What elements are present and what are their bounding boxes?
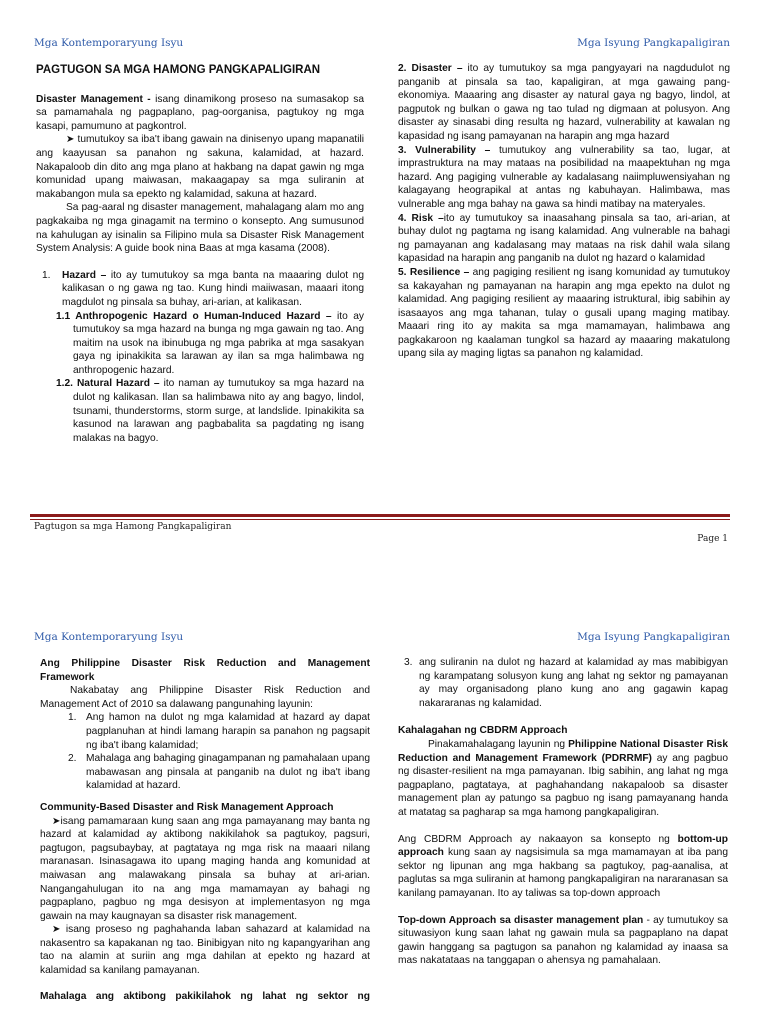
page1-footer-left: Pagtugon sa mga Hamong Pangkapaligiran [34, 522, 232, 532]
page-title: PAGTUGON SA MGA HAMONG PANGKAPALIGIRAN [36, 64, 321, 76]
goal1-num: 1. [68, 712, 77, 724]
sector-heading: Mahalaga ang aktibong pakikilahok ng lahat ng sektor ng [40, 990, 370, 1002]
vuln-text: tumutukoy ang vulnerability sa tao, lugar, at imprastruktura na may mataas na posibilidad na maapektuhan ng mga hazard. Ang pagiging vulnerable ay kadalasang naiimpluwensiyahan ng kalagayang heograpikal at antas ng kabuhayan. Halimbawa, mas vulnerable ang mga bahay na gawa sa hindi matibay na materyales. [398, 144, 730, 210]
footer-rule-thick [30, 514, 730, 517]
page1-header-left: Mga Kontemporaryung Isyu [34, 37, 184, 49]
h12-term: 1.2. Natural Hazard – [56, 378, 160, 390]
goal2-num: 2. [68, 753, 77, 765]
res-term: 5. Resilience – [398, 266, 470, 278]
anthropogenic-hazard [56, 310, 364, 378]
page-number: Page 1 [697, 534, 728, 544]
page1-left-column [36, 64, 364, 445]
bu-post: kung saan ay nagsisimula sa mga mamamayan at iba pang sektor ng lipunan ang mga hakbang sa pagtukoy, pag-aanalisa, at paglutas sa mga suliranin at hamong pangkapaligiran na nararanasan sa kanilang pamayanan. Ito ay taliwas sa top-down approach [398, 847, 728, 899]
footer-rule-thin [30, 519, 730, 520]
goal-3 [398, 656, 728, 710]
vulnerability-definition [398, 144, 730, 212]
cbdrm-title: Community-Based Disaster and Risk Management Approach [40, 801, 334, 813]
arrow-bullet-icon: ➤ [52, 815, 61, 827]
vuln-term: 3. Vulnerability – [398, 144, 491, 156]
page2-right-column [398, 656, 728, 968]
goal3-text: ang suliranin na dulot ng hazard at kalamidad ay mas mabibigyan ng karampatang solusyon kung ang lahat ng sektor ng pamayanan ay may organisadong plano kung ano ang gagawin kapag nakararanas ng kalamidad. [419, 657, 728, 709]
disaster-term: 2. Disaster – [398, 63, 463, 74]
page1-right-column [398, 62, 730, 361]
cbdrm-b1-text: isang pamamaraan kung saan ang mga pamayanang may banta ng hazard at kalamidad ay aktibong nakikilahok sa pagtukoy, pagsuri, pagtugon, pagsubaybay, at pagtataya ng mga risk na maaari nilang maranasan. Isinasagawa ito upang maging handa ang komunidad at maiwasan ang malawakang pinsala sa buhay at ari-arian. Nangangahulugan ito na ang mga mamamayan ay bahagi ng pagpaplano, pagbuo ng mga desisyon at implementasyon ng mga gawain na may kaugnayan sa disaster risk management. [40, 815, 370, 922]
dm-bullet [36, 133, 364, 201]
kahal-pre: Pinakamahalagang layunin ng [428, 738, 569, 750]
natural-hazard [56, 377, 364, 445]
kahal-bold: Philippine National Disaster Risk Reduction and Management Framework (PDRRMF) [398, 738, 728, 764]
hazard-text: ito ay tumutukoy sa mga banta na maaaring dulot ng kalikasan o ng gawa ng tao. Kung hindi maiiwasan, maaari itong magdulot ng pinsala sa buhay, ari-arian, at kalikasan. [62, 269, 364, 308]
page2-left-column [40, 657, 370, 1003]
top-down-paragraph [398, 914, 728, 968]
page2-header-right: Mga Isyung Pangkapaligiran [577, 631, 730, 643]
risk-text: ito ay tumutukoy sa inaasahang pinsala sa tao, ari-arian, at buhay dulot ng pagtama ng isang kalamidad. Ang vulnerable na bahagi ng pamayanan ang kadalasang may mataas na risk dahil wala silang kapasidad na harapin ang panganib na dulot ng hazard o kalamidad [398, 212, 730, 265]
dm-term: Disaster Management - [36, 93, 151, 105]
cbdrm-b2-text: isang proseso ng paghahanda laban sahazard at kalamidad na nakasentro sa kapakanan ng tao. Binibigyan nito ng kapangyarihan ang tao na alamin at suriin ang mga dahilan at epekto ng hazard at kalamidad sa kanilang pamayanan. [40, 924, 370, 977]
h11-term: 1.1 Anthropogenic Hazard o Human-Induced Hazard – [56, 310, 332, 322]
goal3-num: 3. [404, 657, 413, 668]
dm-para2: Sa pag-aaral ng disaster management, mahalagang alam mo ang pagkakaiba ng mga ginagamit na termino o konsepto. Ang sumusunod na kahulugan ay isinalin sa Filipino mula sa Disaster Risk Management System Analysis: A guide book nina Baas at mga kasama (2008). [36, 202, 364, 255]
risk-term: 4. Risk – [398, 212, 444, 224]
hazard-num: 1. [42, 269, 51, 281]
bottom-up-paragraph [398, 833, 728, 901]
bu-pre: Ang CBDRM Approach ay nakaayon sa konsepto ng [398, 833, 678, 845]
h12-text: ito naman ay tumutukoy sa mga hazard na dulot ng kalikasan. Ilan sa halimbawa nito ay ang bagyo, lindol, tsunami, thunderstorms, storm surge, at landslide. Ipinakikita sa kasunod na larawan ang pagbabalita sa pagdating ng isang malakas na bagyo. [73, 378, 365, 444]
goal-1 [40, 711, 370, 752]
dm-text: isang dinamikong proseso na sumasakop sa sa pamamahala ng pagpaplano, pag-oorganisa, pagtukoy ng mga kasapi, pamumuno at pagkontrol. [36, 93, 365, 132]
cbdrm-bullet-1 [40, 815, 370, 924]
goal2-text: Mahalaga ang bahaging ginagampanan ng pamahalaan upang mabawasan ang pinsala at panganib na dulot ng iba't ibang kalamidad at hazard. [86, 753, 370, 792]
disaster-definition [398, 62, 730, 144]
dm-bullet-text: tumutukoy sa iba't ibang gawain na dinisenyo upang mapanatili ang kaayusan sa panahon ng sakuna, kalamidad, at hazard. Nakapaloob din dito ang mga plano at hakbang na dapat gawin ng mga komunidad upang maiwasan, makaagapay sa mga suliranin at makabangon mula sa epekto ng kalamidad, sakuna at hazard. [36, 134, 365, 200]
arrow-bullet-icon: ➤ [66, 134, 78, 146]
bu-bold: bottom-up approach [398, 833, 728, 859]
goal-2 [40, 752, 370, 793]
kahalagahan-text [398, 738, 728, 820]
pdrrm-title: Ang Philippine Disaster Risk Reduction and Management Framework [40, 658, 370, 683]
kahal-post: ay ang pagbuo ng disaster-resilient na mga pamayanan. Ibig sabihin, ang lahat ng mga pagpaplano, pagtataya, at paghahandang nakapaloob sa disaster management plan ay patungo sa pagbuo ng isang pamayanang handa at matatag sa pagharap sa mga hamong pangkapaligiran. [398, 752, 728, 818]
arrow-bullet-icon: ➤ [52, 924, 66, 936]
kahalagahan-title: Kahalagahan ng CBDRM Approach [398, 725, 568, 737]
risk-definition [398, 212, 730, 266]
hazard-term: Hazard – [62, 269, 107, 281]
td-post: - ay tumutukoy sa situwasiyon kung saan lahat ng gawain mula sa pagpaplano na dapat gawin hanggang sa pagtugon sa panahon ng kalamidad ay inaasa sa mas nakatataas na tanggapan o ahensya ng pamahalaan. [398, 914, 729, 967]
res-text: ang pagiging resilient ng isang komunidad ay tumutukoy sa kakayahan ng pamayanan na harapin ang mga epekto na dulot ng kalamidad. Ang pagiging resilient ay maaaring istruktural, ibig sabihin ay isasaayos ang mga tahanan, tulay o gusali upang maging matibay. Maaari ring ito ay makita sa mga mamamayan, halimbawa ang pagkakaroon ng kaalaman tungkol sa hazard ay maaaring makatulong upang sila ay maging ligtas sa panahon ng kalamidad. [398, 266, 730, 360]
resilience-definition [398, 266, 730, 361]
td-bold: Top-down Approach sa disaster management plan [398, 914, 644, 926]
hazard-item [42, 269, 364, 310]
page2-header-left: Mga Kontemporaryung Isyu [34, 631, 184, 643]
disaster-text: ito ay tumutukoy sa mga pangyayari na nagdudulot ng panganib at pinsala sa tao, kapaligiran, at mga gawaing pang-ekonomiya. Maaaring ang disaster ay natural gaya ng bagyo, lindol, at pagputok ng bulkan o gawa ng tao tulad ng digmaan at polusyon. Ang disaster ay sinasabi ding resulta ng hazard, vulnerability at kawalan ng kapasidad ng isang pamayanan na harapin ang mga hazard [398, 63, 730, 142]
pdrrm-intro: Nakabatay ang Philippine Disaster Risk Reduction and Management Act of 2010 sa dalawang pangunahing layunin: [40, 685, 370, 710]
h11-text: ito ay tumutukoy sa mga hazard na bunga ng mga gawain ng tao. Ang maitim na usok na ibinubuga ng mga pabrika at mga sasakyan gaya ng ipinakikita sa larawan ay ilan sa mga halimbawa ng anthropogenic hazard. [73, 310, 364, 376]
cbdrm-bullet-2 [40, 923, 370, 977]
page1-header-right: Mga Isyung Pangkapaligiran [577, 37, 730, 49]
goal1-text: Ang hamon na dulot ng mga kalamidad at hazard ay dapat pagplanuhan at hindi lamang harapin sa panahon ng pagsapit ng iba't ibang kalamidad; [86, 712, 370, 751]
dm-definition [36, 93, 364, 134]
